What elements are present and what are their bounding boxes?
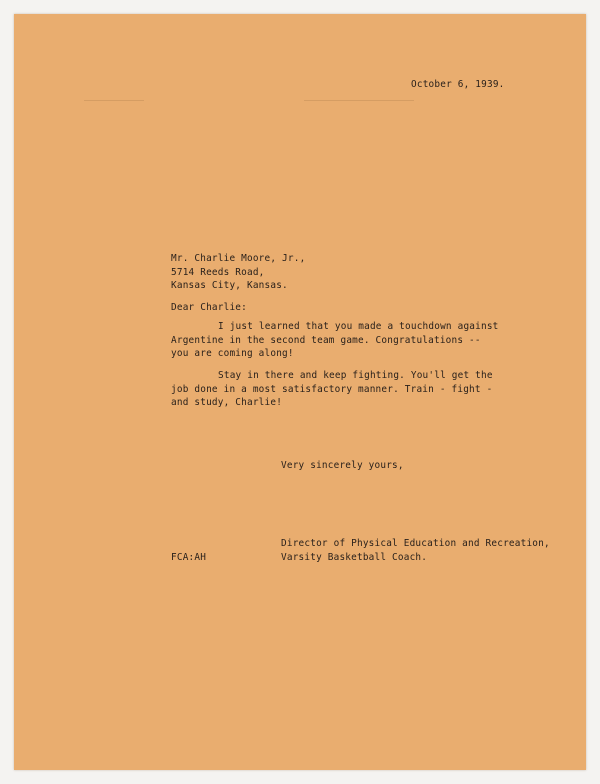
salutation: Dear Charlie: (171, 302, 247, 313)
paragraph-line: job done in a most satisfactory manner. Train - fight - (171, 383, 493, 395)
closing: Very sincerely yours, (281, 460, 404, 471)
paragraph-line: and study, Charlie! (171, 397, 283, 408)
paragraph-line: you are coming along! (171, 348, 294, 359)
paragraph-line: I just learned that you made a touchdown against (218, 321, 499, 332)
recipient-city: Kansas City, Kansas. (171, 280, 288, 291)
recipient-name: Mr. Charlie Moore, Jr., (171, 253, 306, 264)
recipient-street: 5714 Reeds Road, (171, 266, 265, 278)
recipient-address (171, 252, 305, 293)
body-paragraph-2 (171, 369, 493, 410)
paragraph-line: Argentine in the second team game. Congratulations -- (171, 334, 481, 346)
faint-mark (84, 100, 144, 101)
reference-initials: FCA:AH (171, 552, 207, 563)
signature-block (281, 537, 550, 564)
body-paragraph-1 (171, 320, 499, 361)
letter-page (14, 14, 586, 770)
signature-subtitle: Varsity Basketball Coach. (281, 551, 428, 563)
faint-mark (304, 100, 414, 101)
signature-title: Director of Physical Education and Recreation, (281, 538, 550, 549)
paragraph-line: Stay in there and keep fighting. You'll get the (218, 370, 493, 381)
letter-date: October 6, 1939. (411, 79, 505, 90)
